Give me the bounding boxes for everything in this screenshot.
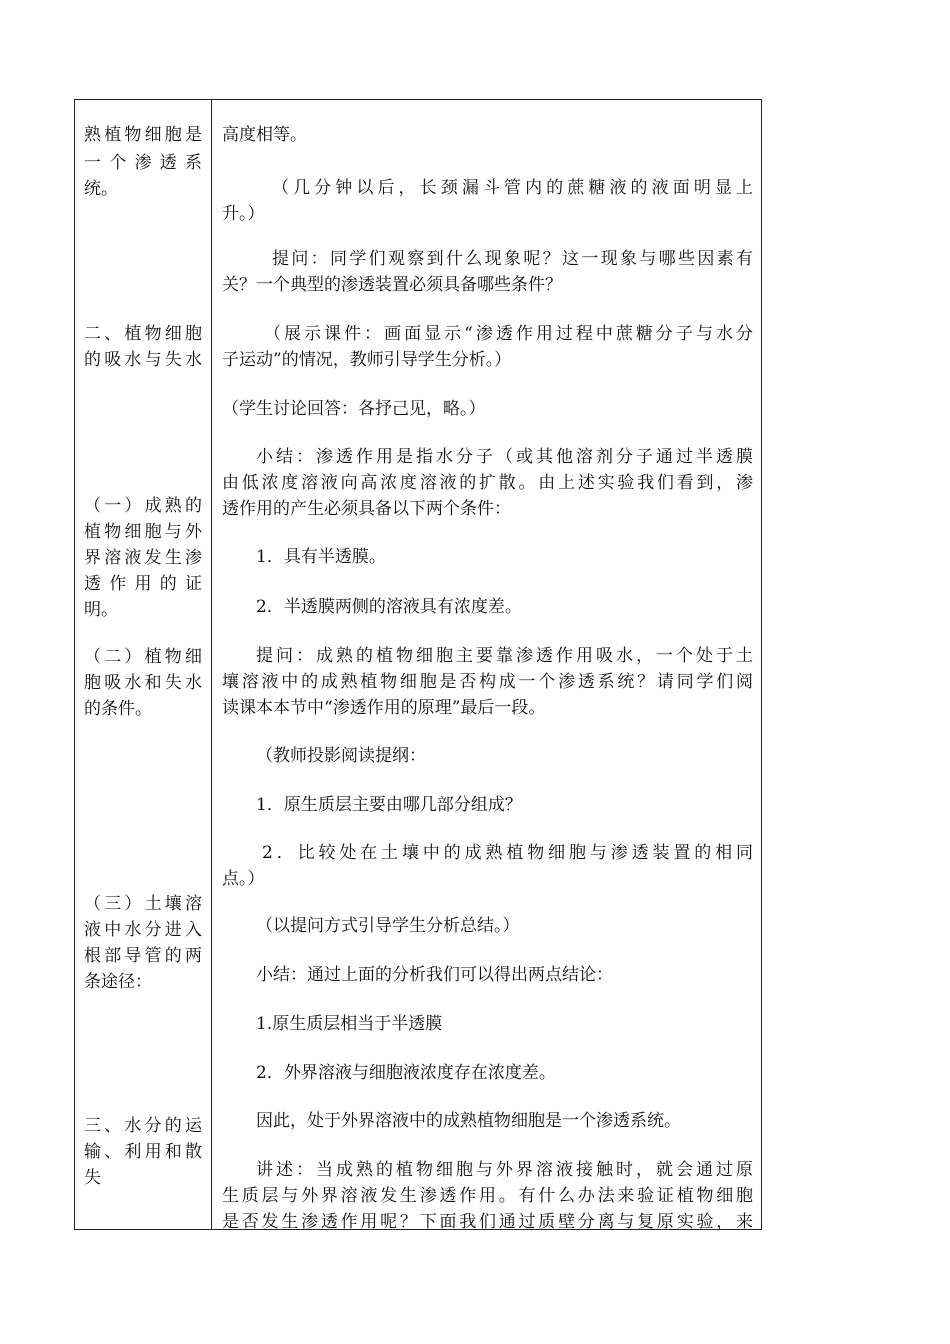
lesson-table xyxy=(74,99,762,1230)
conclusion-item-2: 2．外界溶液与细胞液浓度存在浓度差。 xyxy=(256,1063,556,1083)
left-intro-line3: 统。 xyxy=(84,179,118,199)
paragraph-5: （学生讨论回答：各抒己见，略。） xyxy=(222,399,486,419)
outline-item-2-line1: 2．比较处在土壤中的成熟植物细胞与渗透装置的相同 xyxy=(262,843,753,863)
paragraph-13: （以提问方式引导学生分析总结。） xyxy=(256,916,520,936)
list-item-2: 2．半透膜两侧的溶液具有浓度差。 xyxy=(256,597,522,617)
paragraph-2-line2: 升。） xyxy=(222,204,265,224)
subsection3-line4: 条途径： xyxy=(84,972,152,992)
paragraph-9-line1: 提问：成熟的植物细胞主要靠渗透作用吸水，一个处于土 xyxy=(256,646,753,666)
conclusion-item-1: 1.原生质层相当于半透膜 xyxy=(256,1014,443,1034)
paragraph-14: 小结：通过上面的分析我们可以得出两点结论： xyxy=(256,965,613,985)
column-divider xyxy=(211,100,212,1229)
subsection2-line1: （二）植物细 xyxy=(84,647,202,667)
paragraph-6-line1: 小结：渗透作用是指水分子（或其他溶剂分子通过半透膜 xyxy=(256,447,753,467)
paragraph-1: 高度相等。 xyxy=(222,125,307,145)
outline-item-1: 1．原生质层主要由哪几部分组成？ xyxy=(256,795,522,815)
paragraph-3-line2: 关？一个典型的渗透装置必须具备哪些条件？ xyxy=(222,275,562,295)
paragraph-4-line2: 子运动”的情况，教师引导学生分析。） xyxy=(222,350,512,370)
paragraph-6-line3: 透作用的产生必须具备以下两个条件： xyxy=(222,499,511,519)
subsection3-line1: （三）土壤溶 xyxy=(84,894,202,914)
left-intro-line1: 熟植物细胞是 xyxy=(84,125,202,145)
subsection1-line2: 植物细胞与外 xyxy=(84,522,202,542)
section2-heading-line1: 二、植物细胞 xyxy=(84,324,202,344)
subsection1-line5: 明。 xyxy=(84,600,118,620)
subsection1-line1: （一）成熟的 xyxy=(84,496,202,516)
subsection1-line3: 界溶液发生渗 xyxy=(84,548,202,568)
subsection2-line3: 的条件。 xyxy=(84,699,152,719)
subsection1-line4: 透作用的证 xyxy=(84,574,202,594)
section3-heading-line1: 三、水分的运 xyxy=(84,1116,202,1136)
section3-heading-line3: 失 xyxy=(84,1168,101,1188)
section2-heading-line2: 的吸水与失水 xyxy=(84,350,202,370)
paragraph-9-line2: 壤溶液中的成熟植物细胞是否构成一个渗透系统？请同学们阅 xyxy=(222,672,753,692)
paragraph-18-line2: 生质层与外界溶液发生渗透作用。有什么办法来验证植物细胞 xyxy=(222,1186,753,1206)
section3-heading-line2: 输、利用和散 xyxy=(84,1142,202,1162)
subsection2-line2: 胞吸水和失水 xyxy=(84,673,202,693)
paragraph-18-line1: 讲述：当成熟的植物细胞与外界溶液接触时，就会通过原 xyxy=(256,1160,753,1180)
left-intro-line2: 一个渗透系 xyxy=(84,153,202,173)
subsection3-line3: 根部导管的两 xyxy=(84,946,202,966)
paragraph-4-line1: （展示课件：画面显示“渗透作用过程中蔗糖分子与水分 xyxy=(264,324,753,344)
paragraph-17: 因此，处于外界溶液中的成熟植物细胞是一个渗透系统。 xyxy=(256,1111,681,1131)
paragraph-10: （教师投影阅读提纲： xyxy=(256,746,426,766)
paragraph-18-line3: 是否发生渗透作用呢？下面我们通过质壁分离与复原实验，来 xyxy=(222,1212,753,1232)
subsection3-line2: 液中水分进入 xyxy=(84,920,202,940)
outline-item-2-line2: 点。） xyxy=(222,869,265,889)
paragraph-3-line1: 提问：同学们观察到什么现象呢？这一现象与哪些因素有 xyxy=(272,249,753,269)
paragraph-2-line1: （几分钟以后，长颈漏斗管内的蔗糖液的液面明显上 xyxy=(272,178,753,198)
paragraph-9-line3: 读课本本节中“渗透作用的原理”最后一段。 xyxy=(222,698,546,718)
list-item-1: 1．具有半透膜。 xyxy=(256,547,386,567)
paragraph-6-line2: 由低浓度溶液向高浓度溶液的扩散。由上述实验我们看到，渗 xyxy=(222,473,753,493)
